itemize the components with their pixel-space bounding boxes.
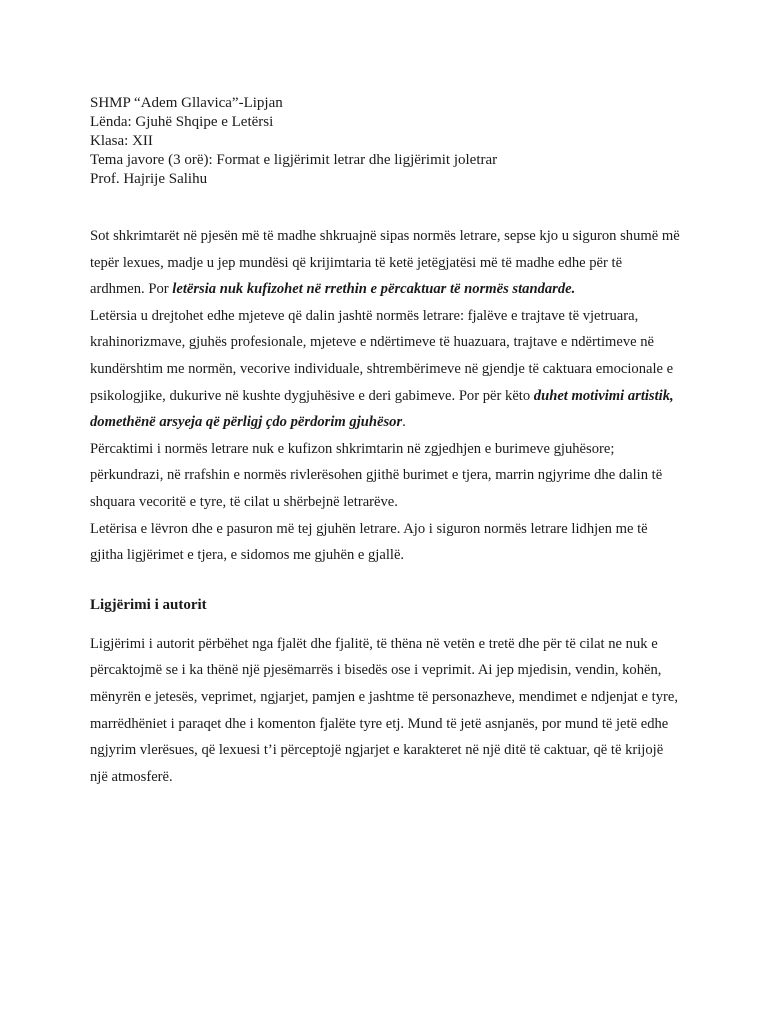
teacher-line: Prof. Hajrije Salihu — [90, 171, 208, 187]
emphasized-text: duhet motivimi artistik, domethënë arsyeja që përligj çdo përdorim gjuhësor — [90, 387, 674, 431]
paragraph-text: Sot shkrimtarët në pjesën më të madhe shkruajnë sipas normës letrare, sepse kjo u siguron shumë më tepër lexues, madje u jep mundësi që krijimtaria të ketë jetëgjatësi më të madhe edhe për të ardhmen. Por — [90, 228, 680, 298]
document-header — [90, 94, 680, 189]
intro-section — [90, 223, 680, 569]
paragraph: Ligjërimi i autorit përbëhet nga fjalët dhe fjalitë, të thëna në vetën e tretë dhe për të cilat ne nuk e përcaktojmë se i ka thënë një pjesëmarrës i bisedës ose i veprimit. Ai jep mjedisin, vendin, kohën, mënyrën e jetesës, veprimet, ngjarjet, pamjen e jashtme të personazheve, mendimet e ndjenjat e tyre, marrëdhëniet i paraqet dhe i komenton fjalëte tyre etj. Mund të jetë asnjanës, por mund të jetë edhe ngjyrim vlerësues, që lexuesi t’i përceptojë ngjarjet e karakteret në një ditë të caktuar, që të krijojë një atmosferë. — [90, 635, 678, 785]
section-heading: Ligjërimi i autorit — [90, 596, 207, 613]
school-name: SHMP “Adem Gllavica”-Lipjan — [90, 95, 283, 111]
class-line: Klasa: XII — [90, 133, 153, 149]
topic-line: Tema javore (3 orë): Format e ligjërimit letrar dhe ligjërimit joletrar — [90, 152, 498, 168]
paragraph: Letërisa e lëvron dhe e pasuron më tej gjuhën letrare. Ajo i siguron normës letrare lidhjen me të gjitha ligjërimet e tjera, e sidomos me gjuhën e gjallë. — [90, 520, 648, 564]
subject-line: Lënda: Gjuhë Shqipe e Letërsi — [90, 114, 274, 130]
paragraph-text: Letërsia u drejtohet edhe mjeteve që dalin jashtë normës letrare: fjalëve e trajtave të vjetruara, krahinorizmave, gjuhës profesionale, mjeteve e ndërtimeve të huazuara, trajtave e ndërtimeve në kundërshtim me normën, vecorive individuale, shtrembërimeve në gjendje të caktuara emocionale e psikologjike, dukurive në kushte dygjuhësive e deri gabimeve. Por për këto — [90, 307, 674, 404]
paragraph — [90, 303, 680, 436]
document-page — [90, 94, 680, 790]
paragraph: Përcaktimi i normës letrare nuk e kufizon shkrimtarin në zgjedhjen e burimeve gjuhësore; përkundrazi, në rrafshin e normës rivlerësohen gjithë burimet e tjera, marrin ngjyrime dhe dalin të shquara vecoritë e tyre, të cilat u shërbejnë letrarëve. — [90, 440, 663, 510]
paragraph-text: . — [402, 414, 406, 431]
emphasized-text: letërsia nuk kufizohet në rrethin e përcaktuar të normës standarde. — [172, 281, 576, 298]
paragraph — [90, 223, 680, 303]
